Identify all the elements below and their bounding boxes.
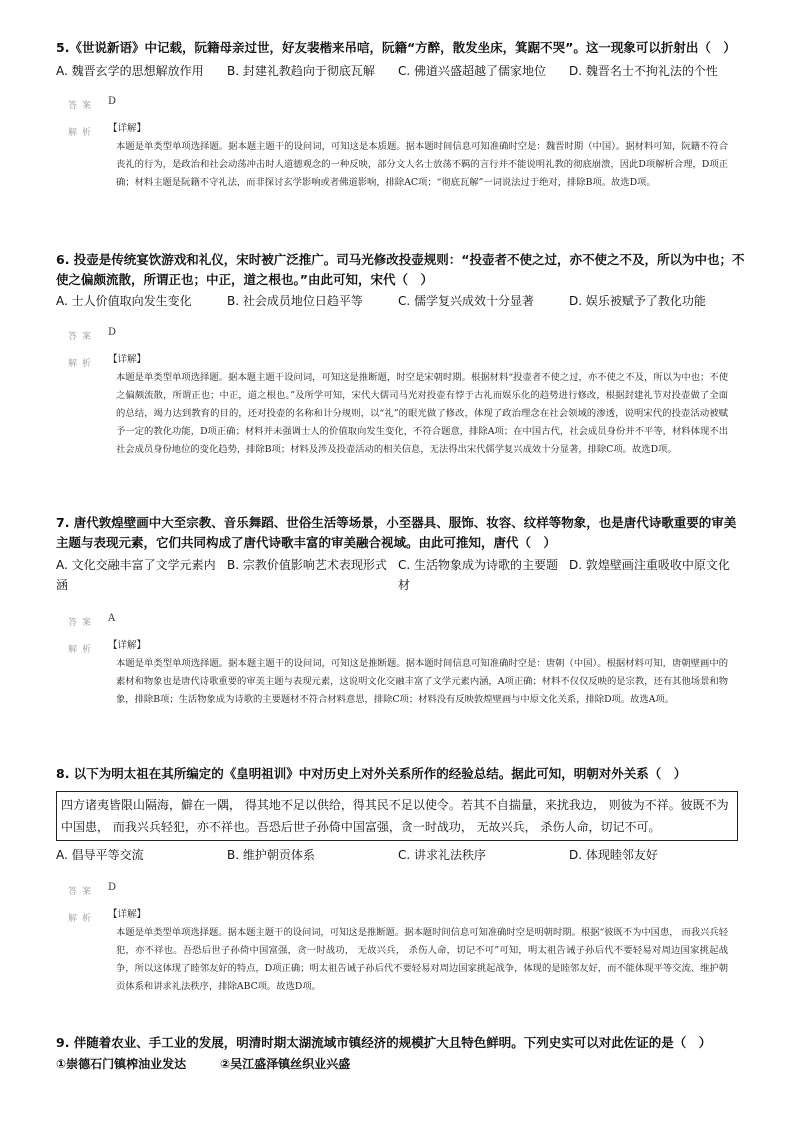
question-9-items (56, 1054, 746, 1074)
question-5-option-d[interactable]: D. 魏晋名士不拘礼法的个性 (569, 64, 718, 78)
analysis-detail (108, 351, 728, 459)
question-7-option-d[interactable]: D. 敦煌壁画注重吸收中原文化 (569, 558, 730, 572)
analysis-detail (108, 120, 728, 192)
question-6-option-c[interactable]: C. 儒学复兴成效十分显著 (398, 294, 535, 308)
answer-value: A (108, 613, 116, 624)
question-5-option-a[interactable]: A. 魏晋玄学的思想解放作用 (56, 64, 204, 78)
question-7-stem: 7. 唐代敦煌壁画中大至宗教、音乐舞蹈、世俗生活等场景，小至器具、服饰、妆容、纹样等物象，也是唐代诗歌重要的审美主题与表现元素，它们共同构成了唐代诗歌丰富的审美融合视域。由此可推知，唐代（ ） (56, 515, 737, 550)
detail-body: 本题是单类型单项选择题。据本题主题干设问词，可知这是推断题，时空是宋朝时期。根据材料“投壶者不使之过，亦不使之不及，所以为中也；不使之偏颇流散，所谓正也；中正，道之根也。”及所学可知，宋代大儒司马光对投壶有悖于古礼而娱乐化的趋势进行修改，根据封建礼节对投壶做了全面的总结，竭力达到教育的目的，还对投壶的名称和计分规则，以“礼”的眼光做了修改，体现了政治理念在社会领域的渗透，说明宋代的投壶活动被赋予一定的教化功能，D项正确；材料并未强调士人的价值取向发生变化，不符合题意，排除A项；在中国古代，社会成员身份并不平等，材料体现不出社会成员身份地位的变化趋势，排除B项；材料及涉及投壶活动的相关信息，无法得出宋代儒学复兴成效十分显著，排除C项。故选D项。 (116, 372, 728, 455)
detail-body: 本题是单类型单项选择题。据本题主题干的设问词，可知这是推断题。据本题时间信息可知准确时空是明朝时期。根据“彼既不为中国患， 而我兴兵轻犯，亦不祥也。吾恐后世子孙倚中国富强，贪一时战功， 无故兴兵， 杀伤人命，切记不可”可知，明太祖告诫子孙后代不要轻易对周边国家挑起战争，所以这体现了睦邻友好的特点，D项正确；明太祖告诫子孙后代不要轻易对周边国家挑起战争，体现的是睦邻友好，而不能体现平等交流、维护朝贡体系和讲求礼法秩序，排除ABC项。故选D项。 (116, 927, 729, 992)
question-6-answer-block (68, 327, 728, 482)
detail-title: 【详解】 (108, 909, 147, 920)
question-6-options (56, 291, 746, 311)
answer-label: 答案 (68, 887, 97, 897)
detail-title: 【详解】 (108, 123, 147, 134)
analysis-label: 解析 (68, 914, 97, 924)
question-8-quote-box: 四方诸夷皆限山隔海，僻在一隅， 得其地不足以供给，得其民不足以使令。若其不自揣量，来扰我边， 则彼为不祥。彼既不为中国患， 而我兴兵轻犯，亦不祥也。吾恐后世子孙倚中国富强，贪一时战功， 无故兴兵， 杀伤人命，切记不可。 (56, 791, 738, 841)
question-9-item-1: ①崇德石门镇榨油业发达 (56, 1057, 187, 1071)
answer-value: D (108, 327, 117, 338)
analysis-label: 解析 (68, 359, 97, 369)
question-6-stem: 6. 投壶是传统宴饮游戏和礼仪，宋时被广泛推广。司马光修改投壶规则：“投壶者不使之过，亦不使之不及，所以为中也；不使之偏颇流散，所谓正也；中正，道之根也。”由此可知，宋代（ ） (56, 252, 745, 287)
question-5-stem: 5.《世说新语》中记载，阮籍母亲过世，好友裴楷来吊唁，阮籍“方醉，散发坐床，箕踞不哭”。这一现象可以折射出（ ） (56, 40, 736, 55)
question-6-option-a[interactable]: A. 士人价值取向发生变化 (56, 294, 192, 308)
analysis-label: 解析 (68, 128, 97, 138)
question-9-item-2: ②吴江盛泽镇丝织业兴盛 (220, 1057, 351, 1071)
detail-title: 【详解】 (108, 354, 147, 365)
question-7-option-a[interactable]: A. 文化交融丰富了文学元素内涵 (56, 558, 216, 592)
question-5-answer-block (68, 96, 728, 216)
detail-title: 【详解】 (108, 640, 147, 651)
question-5-option-b[interactable]: B. 封建礼教趋向于彻底瓦解 (227, 64, 375, 78)
question-6-option-d[interactable]: D. 娱乐被赋予了教化功能 (569, 294, 706, 308)
question-8-options (56, 845, 746, 865)
question-8-option-b[interactable]: B. 维护朝贡体系 (227, 848, 315, 862)
question-8-answer-block (68, 882, 728, 1002)
question-5-option-c[interactable]: C. 佛道兴盛超越了儒家地位 (398, 64, 547, 78)
question-7-answer-block (68, 613, 728, 733)
analysis-detail (108, 906, 728, 996)
analysis-detail (108, 637, 728, 709)
answer-value: D (108, 882, 117, 893)
question-9-stem: 9. 伴随着农业、手工业的发展，明清时期太湖流域市镇经济的规模扩大且特色鲜明。下列史实可以对此佐证的是（ ） (56, 1035, 712, 1050)
question-7-option-b[interactable]: B. 宗教价值影响艺术表现形式 (227, 558, 387, 572)
question-6-option-b[interactable]: B. 社会成员地位日趋平等 (227, 294, 363, 308)
detail-body: 本题是单类型单项选择题。据本题主题干的设问词，可知这是推断题。据本题时间信息可知准确时空是：唐朝（中国）。根据材料可知，唐朝壁画中的素材和物象也是唐代诗歌重要的审美主题与表现元素，这说明文化交融丰富了文学元素内涵，A项正确；材料不仅仅反映的是宗教，还有其他场景和物象，排除B项；生活物象成为诗歌的主要题材不符合材料意思，排除C项；材料没有反映敦煌壁画与中原文化关系，排除D项。故选A项。 (116, 658, 728, 705)
answer-label: 答案 (68, 332, 97, 342)
question-7-options (56, 555, 746, 595)
answer-value: D (108, 96, 117, 107)
question-8-stem: 8. 以下为明太祖在其所编定的《皇明祖训》中对历史上对外关系所作的经验总结。据此可知，明朝对外关系（ ） (56, 766, 687, 781)
question-8-option-a[interactable]: A. 倡导平等交流 (56, 848, 144, 862)
analysis-label: 解析 (68, 645, 97, 655)
detail-body: 本题是单类型单项选择题。据本题主题干的设问词，可知这是本质题。据本题时间信息可知准确时空是：魏晋时期（中国）。据材料可知，阮籍不符合丧礼的行为，是政治和社会动荡冲击时人道德观念的一种反映，部分文人名士放荡不羁的言行并不能说明礼教的彻底崩溃，因此D项解析合理，D项正确；材料主题是阮籍不守礼法，而非探讨玄学影响或者佛道影响，排除AC项；“彻底瓦解”一词说法过于绝对，排除B项。故选D项。 (116, 141, 728, 188)
question-7-option-c[interactable]: C. 生活物象成为诗歌的主要题材 (398, 558, 559, 592)
question-8-option-c[interactable]: C. 讲求礼法秩序 (398, 848, 487, 862)
question-5-options (56, 61, 746, 81)
answer-label: 答案 (68, 101, 97, 111)
answer-label: 答案 (68, 618, 97, 628)
question-8-option-d[interactable]: D. 体现睦邻友好 (569, 848, 658, 862)
